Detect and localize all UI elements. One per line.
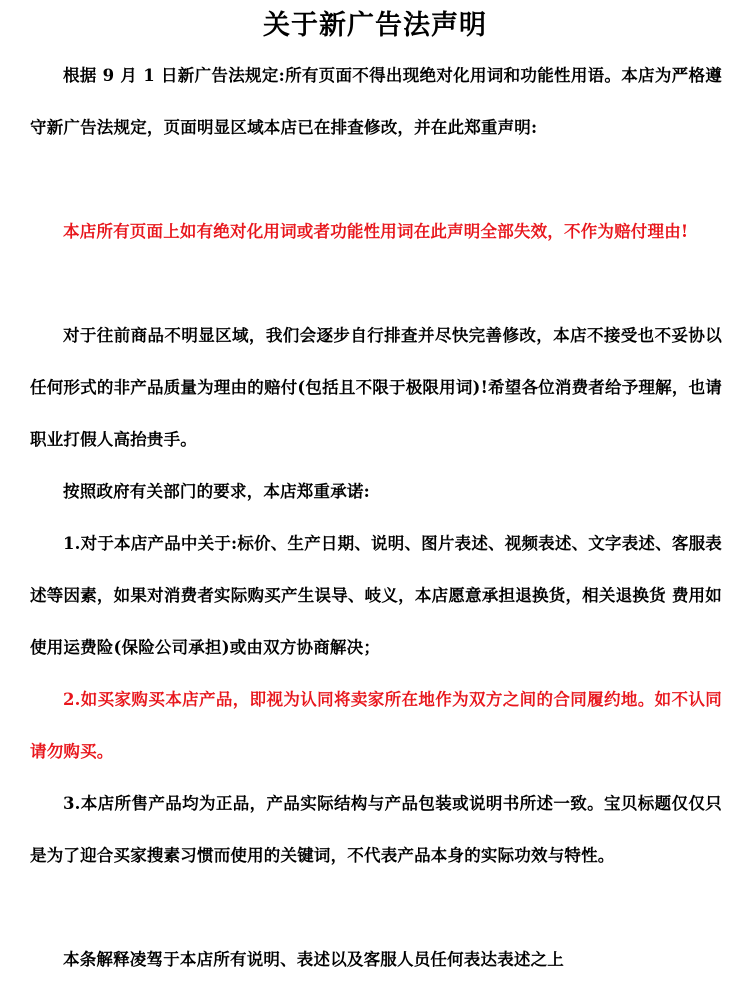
paragraph-commitment-heading: 按照政府有关部门的要求，本店郑重承诺: — [63, 482, 370, 501]
paragraph-commitment-1: 1.对于本店产品中关于:标价、生产日期、说明、图片表述、视频表述、文字表述、客服表述等因素，如果对消费者实际购买产生误导、岐义，本店愿意承担退换货，相关退换货 费用如使用运费险(保险公司承担)或由双方协商解决； — [30, 534, 722, 657]
document-title: 关于新广告法声明 — [263, 10, 487, 41]
paragraph-invalidation-notice: 本店所有页面上如有绝对化用词或者功能性用词在此声明全部失效，不作为赔付理由! — [63, 222, 689, 241]
paragraph-commitment-3: 3.本店所售产品均为正品，产品实际结构与产品包装或说明书所述一致。宝贝标题仅仅只是为了迎合买家搜素习惯而使用的关键词，不代表产品本身的实际功效与特性。 — [30, 794, 722, 865]
paragraph-regulation-intro: 根据 9 月 1 日新广告法规定:所有页面不得出现绝对化用词和功能性用语。本店为严格遵守新广告法规定，页面明显区域本店已在排查修改，并在此郑重声明: — [30, 66, 722, 137]
paragraph-commitment-2: 2.如买家购买本店产品，即视为认同将卖家所在地作为双方之间的合同履约地。如不认同请勿购买。 — [30, 690, 722, 761]
paragraph-compensation-policy: 对于往前商品不明显区域，我们会逐步自行排查并尽快完善修改，本店不接受也不妥协以任何形式的非产品质量为理由的赔付(包括且不限于极限用词)!希望各位消费者给予理解，也请职业打假人高抬贵手。 — [30, 326, 722, 449]
paragraph-interpretation-clause: 本条解释凌驾于本店所有说明、表述以及客服人员任何表达表述之上 — [63, 950, 564, 969]
